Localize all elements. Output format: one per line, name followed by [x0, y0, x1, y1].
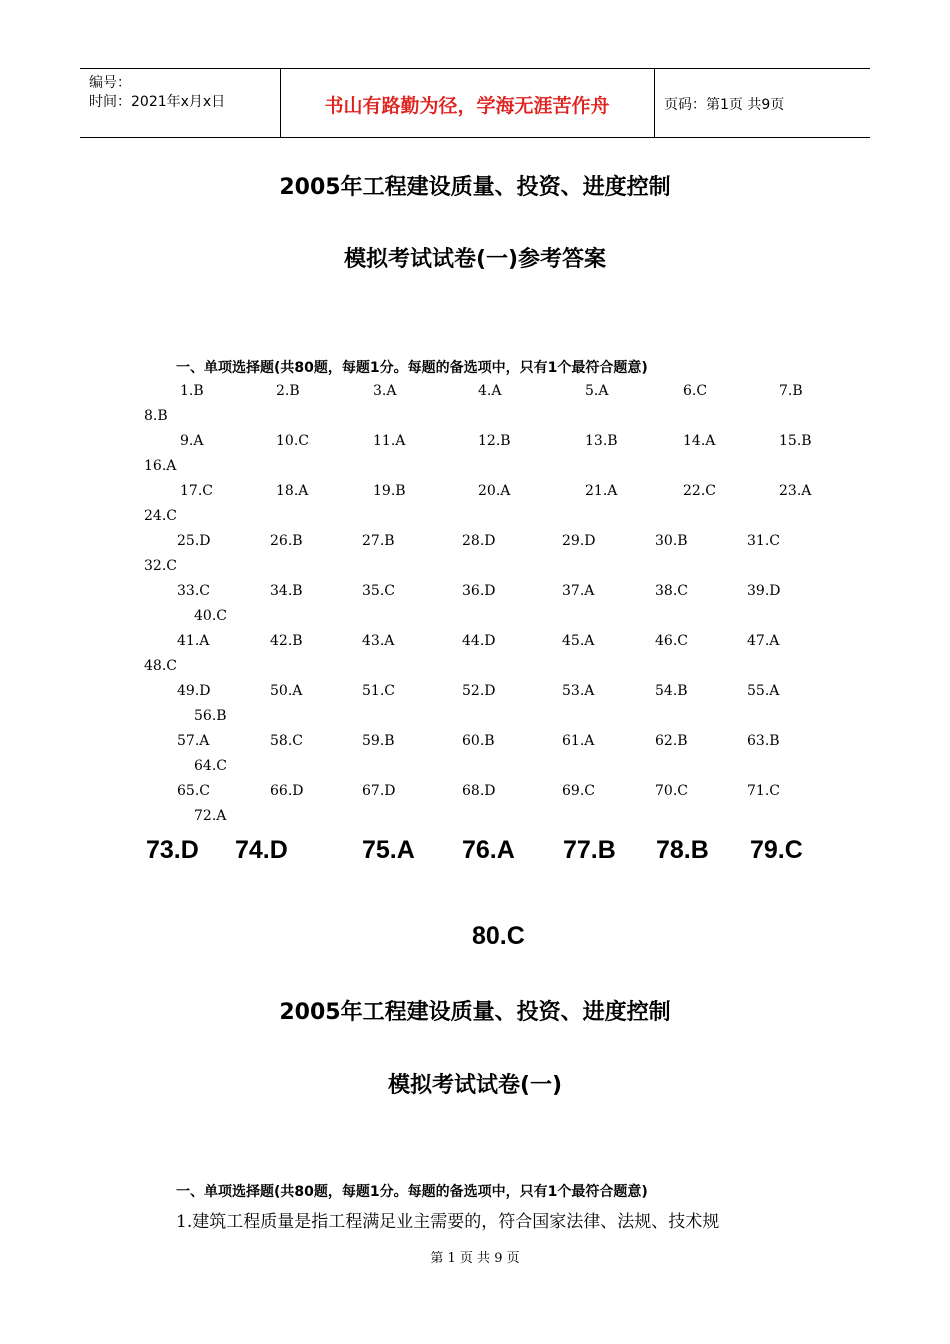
- answer-item: 52.D: [462, 683, 496, 699]
- answer-item: 62.B: [655, 733, 688, 749]
- large-answer-item: 78.B: [656, 836, 709, 864]
- answer-item: 3.A: [373, 383, 397, 399]
- large-answer-item: 79.C: [750, 836, 803, 864]
- answer-item: 41.A: [177, 633, 210, 649]
- exam-title-line1: 2005年工程建设质量、投资、进度控制: [279, 1000, 671, 1025]
- answer-item: 20.A: [478, 483, 511, 499]
- answer-item: 70.C: [655, 783, 688, 799]
- answer-item: 66.D: [270, 783, 304, 799]
- answer-item: 12.B: [478, 433, 511, 449]
- large-answer-item: 80.C: [472, 922, 525, 950]
- large-answer-item: 75.A: [362, 836, 415, 864]
- answer-key-section-heading: 一、单项选择题(共80题，每题1分。每题的备选项中，只有1个最符合题意): [176, 360, 648, 376]
- answer-item: 44.D: [462, 633, 496, 649]
- answer-key-title-line1: 2005年工程建设质量、投资、进度控制: [279, 175, 671, 200]
- answer-item: 60.B: [462, 733, 495, 749]
- answer-item: 21.A: [585, 483, 618, 499]
- large-answer-item: 73.D: [146, 836, 199, 864]
- answer-item: 67.D: [362, 783, 396, 799]
- answer-item: 57.A: [177, 733, 210, 749]
- answer-item: 71.C: [747, 783, 780, 799]
- answer-item: 63.B: [747, 733, 780, 749]
- answer-item: 40.C: [194, 608, 227, 624]
- header-motto-cell: [280, 69, 655, 137]
- answer-item: 42.B: [270, 633, 303, 649]
- answer-item: 55.A: [747, 683, 780, 699]
- answer-item: 65.C: [177, 783, 210, 799]
- answer-item: 18.A: [276, 483, 309, 499]
- answer-item: 59.B: [362, 733, 395, 749]
- answer-item: 1.B: [180, 383, 204, 399]
- answer-item: 8.B: [144, 408, 168, 424]
- answer-item: 53.A: [562, 683, 595, 699]
- large-answer-item: 76.A: [462, 836, 515, 864]
- answer-item: 37.A: [562, 583, 595, 599]
- answer-item: 25.D: [177, 533, 211, 549]
- answer-item: 24.C: [144, 508, 177, 524]
- answer-item: 45.A: [562, 633, 595, 649]
- answer-item: 47.A: [747, 633, 780, 649]
- answer-item: 64.C: [194, 758, 227, 774]
- page-code: 页码：第1页 共9页: [664, 97, 785, 113]
- exam-title-line2: 模拟考试试卷(一): [387, 1073, 563, 1098]
- answer-item: 48.C: [144, 658, 177, 674]
- answer-item: 36.D: [462, 583, 496, 599]
- answer-item: 22.C: [683, 483, 716, 499]
- answer-item: 35.C: [362, 583, 395, 599]
- answer-item: 15.B: [779, 433, 812, 449]
- answer-item: 68.D: [462, 783, 496, 799]
- motto-text: 书山有路勤为径，学海无涯苦作舟: [324, 95, 610, 117]
- answer-item: 32.C: [144, 558, 177, 574]
- question-1-text: 1.建筑工程质量是指工程满足业主需要的，符合国家法律、法规、技术规: [176, 1212, 720, 1232]
- answer-item: 72.A: [194, 808, 227, 824]
- answer-item: 56.B: [194, 708, 227, 724]
- large-answer-item: 77.B: [563, 836, 616, 864]
- answer-item: 33.C: [177, 583, 210, 599]
- answer-item: 34.B: [270, 583, 303, 599]
- answer-item: 61.A: [562, 733, 595, 749]
- answer-item: 38.C: [655, 583, 688, 599]
- answer-item: 10.C: [276, 433, 309, 449]
- answer-key-title-line2: 模拟考试试卷(一)参考答案: [343, 247, 607, 272]
- document-header: [80, 68, 870, 138]
- answer-item: 28.D: [462, 533, 496, 549]
- answer-item: 6.C: [683, 383, 708, 399]
- answer-item: 29.D: [562, 533, 596, 549]
- answer-item: 16.A: [144, 458, 177, 474]
- answer-item: 5.A: [585, 383, 609, 399]
- answer-item: 43.A: [362, 633, 395, 649]
- large-answer-item: 74.D: [235, 836, 288, 864]
- answer-item: 13.B: [585, 433, 618, 449]
- answer-item: 51.C: [362, 683, 395, 699]
- answer-item: 4.A: [478, 383, 502, 399]
- answer-item: 54.B: [655, 683, 688, 699]
- answer-item: 31.C: [747, 533, 780, 549]
- answer-item: 46.C: [655, 633, 688, 649]
- answer-item: 11.A: [373, 433, 406, 449]
- header-meta-cell: [80, 69, 281, 137]
- answer-item: 2.B: [276, 383, 300, 399]
- header-page-cell: [655, 69, 870, 137]
- exam-section-heading: 一、单项选择题(共80题，每题1分。每题的备选项中，只有1个最符合题意): [176, 1184, 648, 1200]
- answer-item: 49.D: [177, 683, 211, 699]
- answer-item: 58.C: [270, 733, 303, 749]
- time-label: 时间：2021年x月x日: [89, 94, 226, 110]
- answer-item: 17.C: [180, 483, 213, 499]
- page-footer: 第 1 页 共 9 页: [430, 1251, 520, 1266]
- answer-item: 7.B: [779, 383, 803, 399]
- serial-number-label: 编号：: [89, 75, 131, 91]
- answer-item: 9.A: [180, 433, 204, 449]
- answer-item: 27.B: [362, 533, 395, 549]
- answer-item: 69.C: [562, 783, 595, 799]
- answer-item: 30.B: [655, 533, 688, 549]
- answer-item: 19.B: [373, 483, 406, 499]
- answer-item: 50.A: [270, 683, 303, 699]
- answer-item: 26.B: [270, 533, 303, 549]
- answer-item: 14.A: [683, 433, 716, 449]
- answer-item: 39.D: [747, 583, 781, 599]
- answer-item: 23.A: [779, 483, 812, 499]
